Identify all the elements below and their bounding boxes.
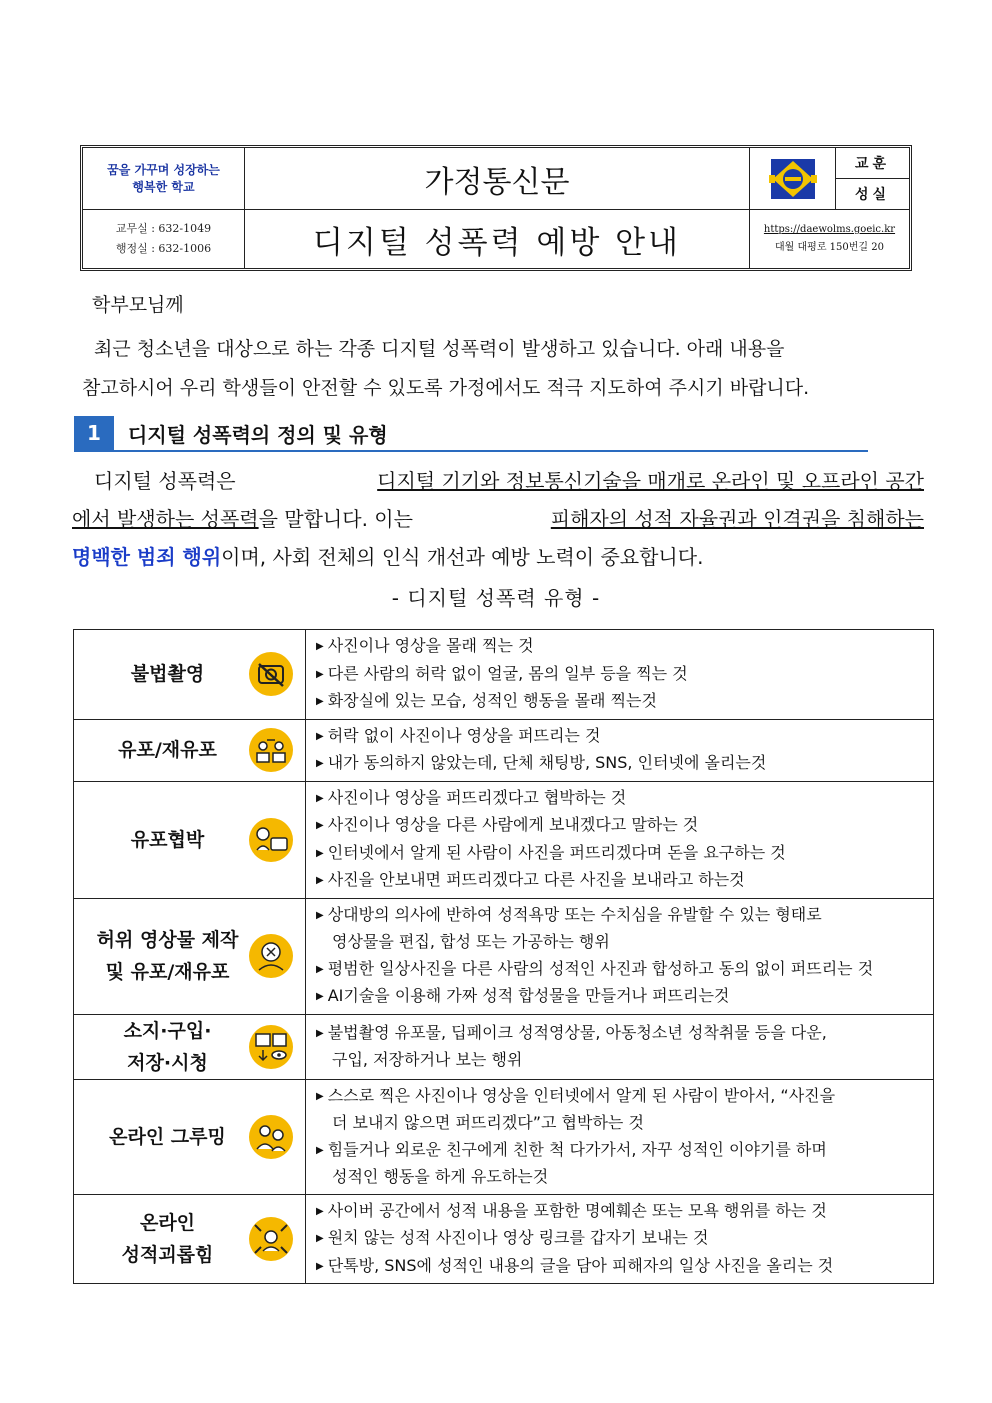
bullet-arrow-icon: ▶ xyxy=(316,668,324,680)
definition-highlight: 명백한 범죄 행위 xyxy=(72,545,222,569)
type-bullet-text: 허락 없이 사진이나 영상을 퍼뜨리는 것 xyxy=(327,725,601,745)
type-bullet-text: 상대방의 의사에 반하여 성적욕망 또는 수치심을 유발할 수 있는 형태로 xyxy=(327,904,822,924)
type-bullet-continuation: 더 보내지 않으면 퍼뜨리겠다”고 협박하는 것 xyxy=(332,1113,644,1132)
bullet-arrow-icon: ▶ xyxy=(316,1260,324,1272)
type-bullet-text: 사이버 공간에서 성적 내용을 포함한 명예훼손 또는 모욕 행위를 하는 것 xyxy=(327,1200,827,1220)
bullet-arrow-icon: ▶ xyxy=(316,730,324,742)
type-bullet-text: 스스로 찍은 사진이나 영상을 인터넷에서 알게 된 사람이 받아서, “사진을 xyxy=(327,1085,836,1105)
type-bullet-text: AI기술을 이용해 가짜 성적 합성물을 만들거나 퍼뜨리는것 xyxy=(327,986,730,1005)
section-heading xyxy=(74,416,868,452)
type-bullet-text: 단톡방, SNS에 성적인 내용의 글을 담아 피해자의 일상 사진을 올리는 것 xyxy=(327,1255,834,1275)
type-label xyxy=(88,1207,247,1271)
motto-line-1: 꿈을 가꾸며 성장하는 xyxy=(107,162,220,177)
section-title: 디지털 성폭력의 정의 및 유형 xyxy=(128,422,388,447)
definition-line-2 xyxy=(72,500,924,538)
type-bullet xyxy=(316,983,927,1011)
bullet-arrow-icon: ▶ xyxy=(316,1233,324,1244)
bullet-arrow-icon: ▶ xyxy=(316,792,324,804)
type-bullet xyxy=(316,633,927,661)
definition-line-1 xyxy=(72,462,924,500)
type-description-cell xyxy=(306,1194,934,1284)
type-bullet xyxy=(316,840,927,868)
type-label xyxy=(88,924,247,988)
type-row xyxy=(74,630,934,720)
definition-text-3: 이며, 사회 전체의 인식 개선과 예방 노력이 중요합니다. xyxy=(221,545,704,569)
type-row xyxy=(74,1194,934,1284)
type-label-cell xyxy=(74,781,306,898)
no-camera-icon xyxy=(247,650,295,698)
type-bullet xyxy=(316,1225,927,1253)
subtitle-box xyxy=(245,210,750,268)
contact-box xyxy=(83,210,245,268)
type-label-line-1: 소지·구입· xyxy=(123,1019,212,1042)
bullet-arrow-icon: ▶ xyxy=(316,1027,324,1039)
credo-value: 성실 xyxy=(854,187,891,203)
credo-label: 교훈 xyxy=(836,148,909,179)
school-logo-box xyxy=(750,148,836,210)
type-bullet-text: 인터넷에서 알게 된 사람이 사진을 퍼뜨리겠다며 돈을 요구하는 것 xyxy=(327,842,786,862)
type-row xyxy=(74,1014,934,1079)
type-label xyxy=(88,658,247,690)
type-bullet xyxy=(316,956,927,984)
bullet-arrow-icon: ▶ xyxy=(316,909,324,921)
type-row xyxy=(74,1079,934,1194)
bullet-arrow-icon: ▶ xyxy=(316,991,324,1002)
type-row xyxy=(74,781,934,898)
fake-media-icon xyxy=(247,932,295,980)
type-bullet xyxy=(316,661,927,689)
type-bullet-text: 화장실에 있는 모습, 성적인 행동을 몰래 찍는것 xyxy=(327,691,657,710)
share-people-icon xyxy=(247,726,295,774)
intro-line-1: 최근 청소년을 대상으로 하는 각종 디지털 성폭력이 발생하고 있습니다. 아래 내용을 xyxy=(94,338,785,360)
type-description-cell xyxy=(306,1079,934,1194)
type-bullet-text: 사진을 안보내면 퍼뜨리겠다고 다른 사진을 보내라고 하는것 xyxy=(327,870,745,889)
definition-underline-1: 디지털 기기와 정보통신기술을 매개로 온라인 및 오프라인 공간 xyxy=(377,469,924,493)
bullet-arrow-icon: ▶ xyxy=(316,963,324,975)
harassment-icon xyxy=(247,1215,295,1263)
bullet-arrow-icon: ▶ xyxy=(316,641,324,652)
type-bullet-text: 불법촬영 유포물, 딥페이크 성적영상물, 아동청소년 성착취물 등을 다운, xyxy=(327,1022,827,1042)
intro-paragraph xyxy=(82,330,930,408)
type-label-line-1: 유포/재유포 xyxy=(118,739,217,761)
type-bullet xyxy=(316,1253,927,1281)
type-label xyxy=(88,734,247,766)
type-bullet xyxy=(316,1083,927,1111)
type-bullet-continuation: 성적인 행동을 하게 유도하는것 xyxy=(332,1167,549,1186)
type-label-line-2: 및 유포/재유포 xyxy=(105,961,230,983)
newsletter-subtitle: 디지털 성폭력 예방 안내 xyxy=(312,224,682,261)
type-bullet xyxy=(316,688,927,716)
bullet-arrow-icon: ▶ xyxy=(316,847,324,859)
type-bullet xyxy=(316,750,927,778)
school-credo-box xyxy=(836,148,909,210)
type-label-line-1: 허위 영상물 제작 xyxy=(96,929,239,951)
grooming-icon xyxy=(247,1113,295,1161)
title-box xyxy=(245,148,750,210)
download-view-icon xyxy=(247,1023,295,1071)
type-bullet xyxy=(316,1198,927,1226)
type-label xyxy=(88,824,247,856)
newsletter-title: 가정통신문 xyxy=(424,164,570,200)
type-bullet xyxy=(316,812,927,840)
type-label-line-2: 저장·시청 xyxy=(127,1051,208,1074)
type-bullet xyxy=(316,1137,927,1165)
section-number: 1 xyxy=(74,416,114,450)
type-bullet-text: 사진이나 영상을 퍼뜨리겠다고 협박하는 것 xyxy=(327,787,627,807)
type-label-line-1: 온라인 xyxy=(139,1211,196,1234)
type-label-line-1: 온라인 그루밍 xyxy=(109,1125,226,1148)
type-bullet xyxy=(316,902,927,930)
phone-admin: 행정실 : 632-1006 xyxy=(115,242,212,255)
type-label xyxy=(88,1121,247,1153)
type-bullet xyxy=(316,867,927,895)
type-label-cell xyxy=(74,719,306,781)
school-emblem-icon xyxy=(767,155,819,203)
type-label-cell xyxy=(74,1079,306,1194)
type-bullet-text: 힘들거나 외로운 친구에게 친한 척 다가가서, 자꾸 성적인 이야기를 하며 xyxy=(327,1139,827,1159)
bullet-arrow-icon: ▶ xyxy=(316,1090,324,1102)
definition-text-1: 디지털 성폭력은 xyxy=(94,469,236,493)
address-box xyxy=(750,210,909,268)
definition-paragraph xyxy=(72,462,924,576)
definition-underline-1b: 에서 발생하는 성폭력 xyxy=(72,507,259,531)
newsletter-header xyxy=(80,145,912,271)
type-description-cell xyxy=(306,898,934,1014)
type-label-line-1: 유포협박 xyxy=(130,828,205,851)
bullet-arrow-icon: ▶ xyxy=(316,875,324,886)
type-bullet-text: 사진이나 영상을 다른 사람에게 보내겠다고 말하는 것 xyxy=(327,815,699,834)
school-motto-box xyxy=(83,148,245,210)
type-label-cell xyxy=(74,1014,306,1079)
type-bullet-continuation: 구입, 저장하거나 보는 행위 xyxy=(332,1050,523,1069)
type-label-line-2: 성적괴롭힘 xyxy=(121,1243,214,1266)
types-table xyxy=(73,629,934,1284)
type-bullet-text: 다른 사람의 허락 없이 얼굴, 몸의 일부 등을 찍는 것 xyxy=(327,663,688,683)
type-description-cell xyxy=(306,781,934,898)
bullet-arrow-icon: ▶ xyxy=(316,820,324,831)
definition-underline-2: 피해자의 성적 자율권과 인격권을 침해하는 xyxy=(550,507,924,531)
threat-icon xyxy=(247,816,295,864)
type-description-cell xyxy=(306,719,934,781)
types-caption: - 디지털 성폭력 유형 - xyxy=(391,586,601,610)
school-address: 대월 대평로 150번길 20 xyxy=(775,242,884,253)
greeting: 학부모님께 xyxy=(92,294,184,316)
definition-line-3 xyxy=(72,538,924,576)
type-description-cell xyxy=(306,1014,934,1079)
type-bullet xyxy=(316,723,927,751)
type-bullet-text: 내가 동의하지 않았는데, 단체 채팅방, SNS, 인터넷에 올리는것 xyxy=(327,753,767,772)
type-description-cell xyxy=(306,630,934,720)
type-label xyxy=(88,1015,247,1079)
bullet-arrow-icon: ▶ xyxy=(316,696,324,707)
type-bullet-text: 사진이나 영상을 몰래 찍는 것 xyxy=(327,636,534,655)
phone-academic: 교무실 : 632-1049 xyxy=(115,222,212,235)
type-row xyxy=(74,719,934,781)
bullet-arrow-icon: ▶ xyxy=(316,1144,324,1156)
type-label-line-1: 불법촬영 xyxy=(130,663,205,686)
definition-text-2: 을 말합니다. 이는 xyxy=(258,507,413,531)
type-label-cell xyxy=(74,898,306,1014)
type-bullet-continuation: 영상물을 편집, 합성 또는 가공하는 행위 xyxy=(332,932,610,951)
type-row xyxy=(74,898,934,1014)
type-bullet xyxy=(316,785,927,813)
type-bullet xyxy=(316,1020,927,1048)
type-bullet-text: 원치 않는 성적 사진이나 영상 링크를 갑자기 보내는 것 xyxy=(327,1228,709,1247)
bullet-arrow-icon: ▶ xyxy=(316,1205,324,1217)
motto-line-2: 행복한 학교 xyxy=(132,179,195,194)
bullet-arrow-icon: ▶ xyxy=(316,758,324,769)
intro-line-2: 참고하시어 우리 학생들이 안전할 수 있도록 가정에서도 적극 지도하여 주시기 바랍니다. xyxy=(82,377,810,399)
type-bullet-text: 평범한 일상사진을 다른 사람의 성적인 사진과 합성하고 동의 없이 퍼뜨리는 것 xyxy=(327,958,874,978)
school-url-link[interactable]: https://daewolms.goeic.kr xyxy=(763,224,896,235)
type-label-cell xyxy=(74,1194,306,1284)
type-label-cell xyxy=(74,630,306,720)
